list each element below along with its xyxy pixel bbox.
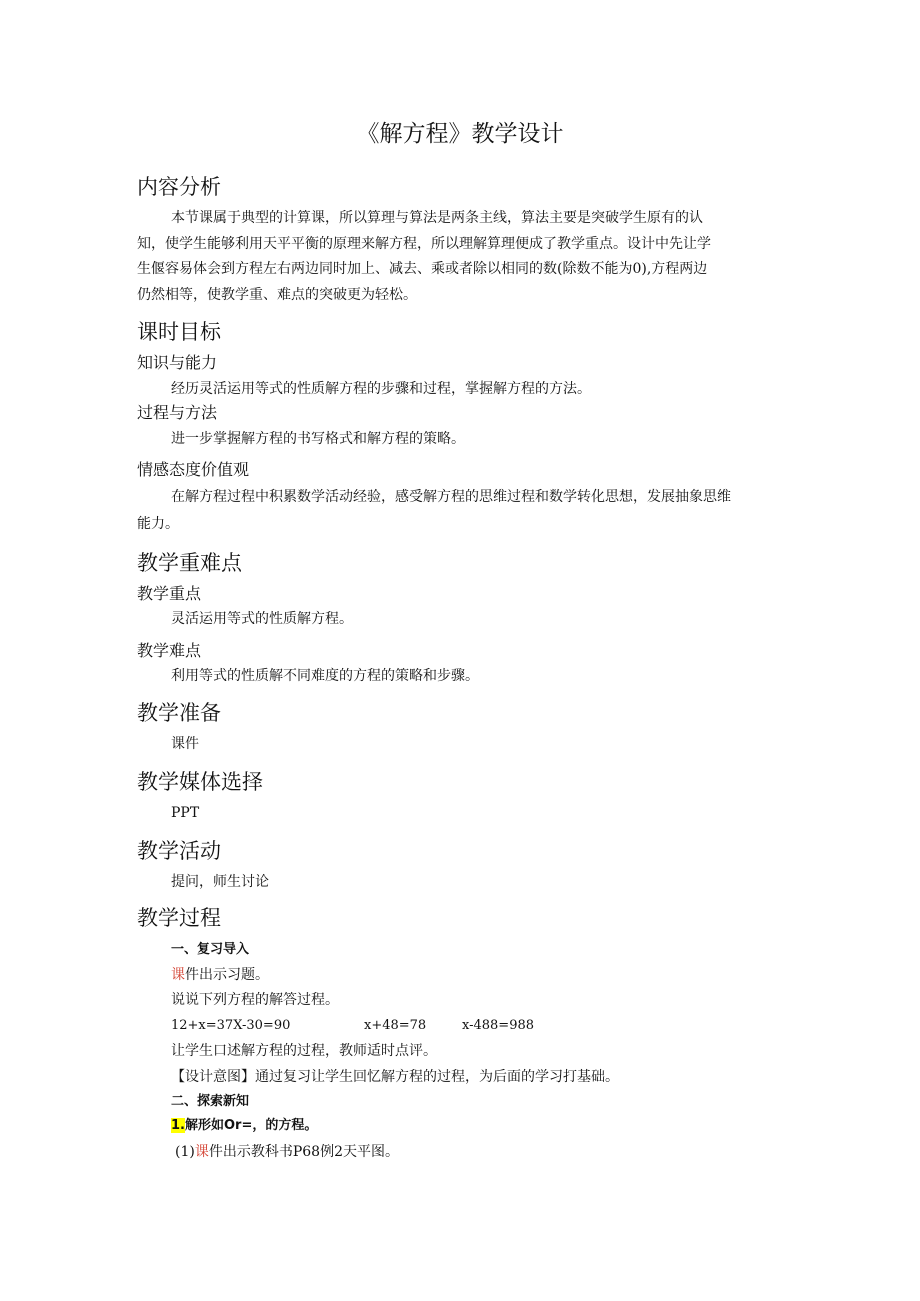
- heading-media: 教学媒体选择: [137, 770, 263, 794]
- explore-item-1: [171, 1116, 317, 1136]
- heading-content-analysis: 内容分析: [137, 175, 221, 199]
- heading-knowledge: 知识与能力: [137, 353, 218, 372]
- courseware-mark: 课: [171, 967, 185, 983]
- heading-emotion: 情感态度价值观: [137, 460, 250, 479]
- media-text: PPT: [171, 805, 200, 821]
- heading-preparation: 教学准备: [137, 701, 221, 725]
- section-explore-heading: 二、探索新知: [171, 1094, 250, 1109]
- review-line-1: [171, 965, 269, 985]
- heading-teaching-process: 教学过程: [137, 906, 221, 930]
- document-title: 《解方程》教学设计: [356, 121, 564, 147]
- analysis-line-3: 生偃容易体会到方程左右两边同时加上、减去、乘或者除以相同的数(除数不能为0),方程两边: [137, 261, 708, 277]
- heading-key-points: 教学重难点: [137, 551, 242, 575]
- courseware-mark-2: 课: [194, 1144, 209, 1160]
- heading-goals: 课时目标: [137, 320, 221, 344]
- heading-activity: 教学活动: [137, 839, 221, 863]
- explore-sub-1-rest: 件出示教科书P68例2天平图。: [208, 1144, 399, 1160]
- design-intent: 【设计意图】通过复习让学生回忆解方程的过程，为后面的学习打基础。: [171, 1069, 619, 1085]
- emotion-line-2: 能力。: [137, 516, 179, 532]
- heading-difficulty: 教学难点: [137, 641, 202, 660]
- analysis-line-1: 本节课属于典型的计算课，所以算理与算法是两条主线，算法主要是突破学生原有的认: [171, 210, 703, 226]
- review-line-2: 说说下列方程的解答过程。: [171, 992, 339, 1008]
- equation-1: 12+x=37X-30=90: [171, 1018, 291, 1033]
- activity-text: 提问，师生讨论: [171, 874, 269, 890]
- preparation-text: 课件: [171, 736, 199, 752]
- equation-3: x-488=988: [462, 1018, 535, 1033]
- sub-item-prefix: (1): [175, 1144, 195, 1160]
- analysis-line-2: 知，使学生能够利用天平平衡的原理来解方程，所以理解算理便成了教学重点。设计中先让学: [137, 236, 711, 252]
- analysis-line-4: 仍然相等，使教学重、难点的突破更为轻松。: [137, 287, 417, 303]
- focus-text: 灵活运用等式的性质解方程。: [171, 611, 353, 627]
- heading-process-method: 过程与方法: [137, 403, 218, 422]
- section-review-heading: 一、复习导入: [171, 942, 250, 957]
- heading-focus: 教学重点: [137, 584, 202, 603]
- process-method-text: 进一步掌握解方程的书写格式和解方程的策略。: [171, 431, 465, 447]
- knowledge-text: 经历灵活运用等式的性质解方程的步骤和过程，掌握解方程的方法。: [171, 381, 591, 397]
- equation-2: x+48=78: [364, 1018, 427, 1033]
- review-line-3: 让学生口述解方程的过程，教师适时点评。: [171, 1043, 437, 1059]
- explore-sub-1: [175, 1142, 399, 1162]
- difficulty-text: 利用等式的性质解不同难度的方程的策略和步骤。: [171, 668, 479, 684]
- item-number-highlight: 1.: [171, 1118, 185, 1133]
- review-line-1-rest: 件出示习题。: [185, 967, 269, 983]
- emotion-line-1: 在解方程过程中积累数学活动经验，感受解方程的思维过程和数学转化思想，发展抽象思维: [171, 489, 731, 505]
- explore-item-1-text: 解形如Or=，的方程。: [184, 1118, 318, 1133]
